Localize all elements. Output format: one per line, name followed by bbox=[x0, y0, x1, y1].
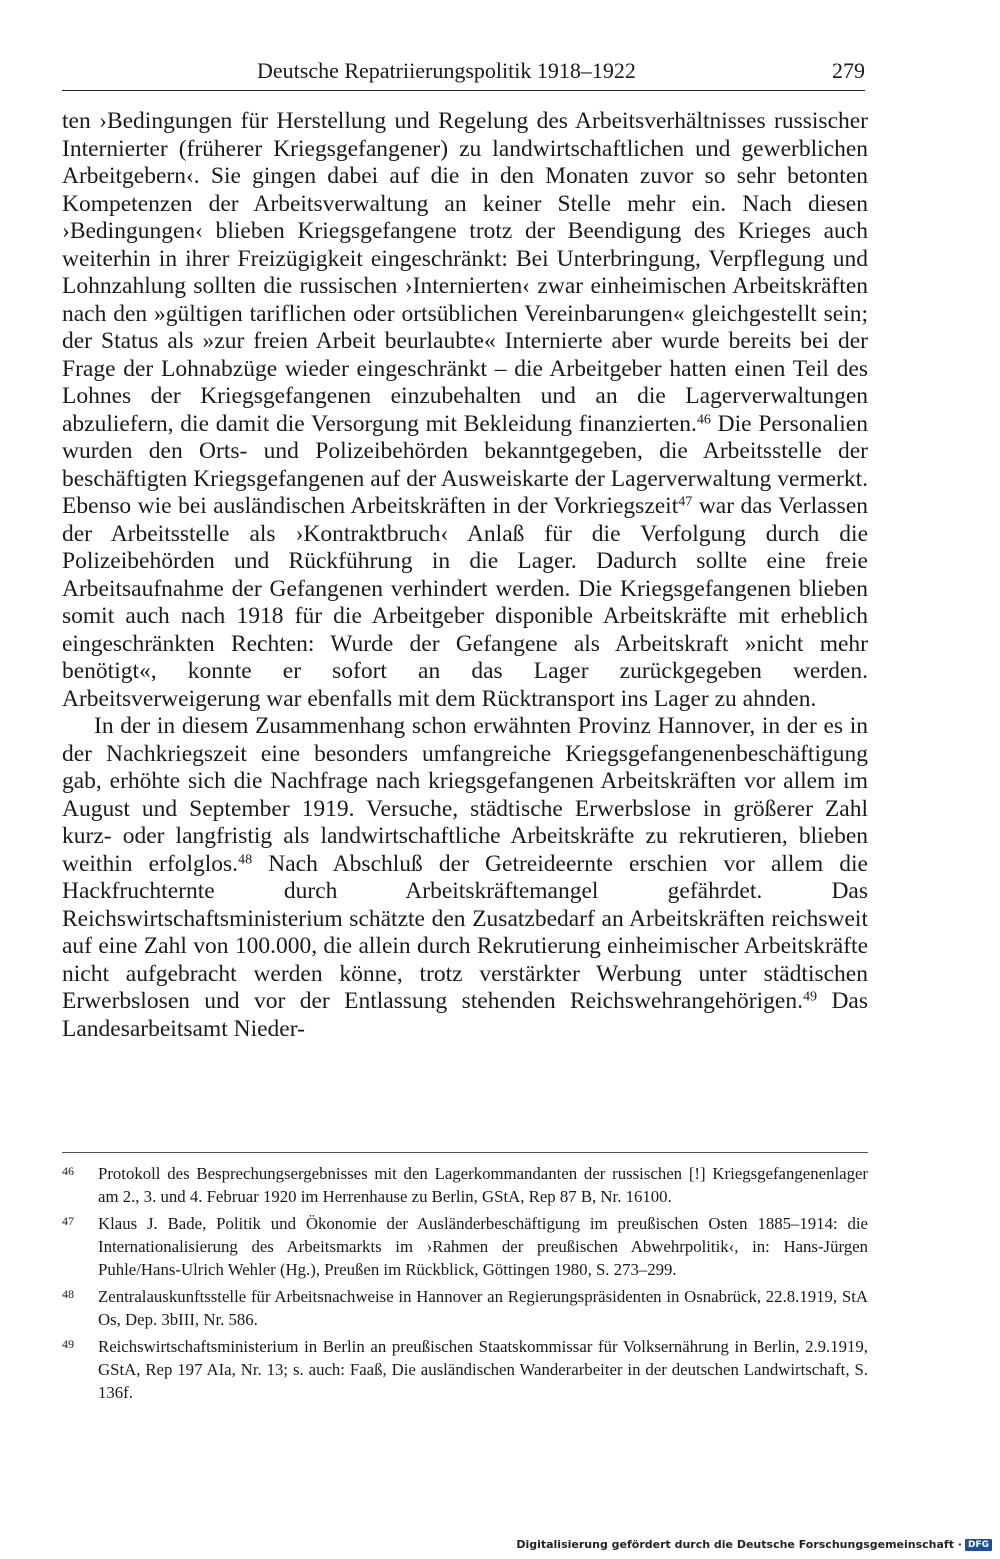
digitization-credit bbox=[516, 1538, 992, 1551]
text-run: Nach Abschluß der Getreideernte erschien vor allem die Hackfruchternte durch Arbeitskräftemangel gefährdet. Das Reichswirtschaftsministerium schätzte den Zusatzbedarf an Arbeitskräften reichsweit auf eine Zahl von 100.000, die allein durch Rekrutierung einheimischer Arbeitskräfte nicht aufgebracht werden könne, trotz verstärkter Werbung unter städtischen Erwerbslosen und vor der Entlassung stehenden Reichswehrangehörigen. bbox=[62, 850, 868, 1014]
running-title: Deutsche Repatriierungspolitik 1918–1922 bbox=[257, 58, 636, 83]
footnote-ref-49[interactable]: 49 bbox=[802, 988, 818, 1005]
running-header bbox=[62, 56, 865, 91]
paragraph-1 bbox=[62, 108, 868, 713]
footnote-text: Zentralauskunftsstelle für Arbeitsnachweise in Hannover an Regierungspräsidenten in Osnabrück, 22.8.1919, StA Os, Dep. 3bIII, Nr. 586. bbox=[98, 1287, 868, 1329]
footnote-ref-48[interactable]: 48 bbox=[238, 850, 253, 867]
text-run: In der in diesem Zusammenhang schon erwähnten Provinz Hannover, in der es in der Nachkriegszeit eine besonders umfangreiche Kriegsgefangenenbeschäftigung gab, erhöhte sich die Nachfrage nach kriegsgefangenen Arbeitskräften vor allem im August und September 1919. Versuche, städtische Erwerbslose in größerer Zahl kurz- oder langfristig als landwirtschaftliche Arbeitskräfte zu rekrutieren, blieben weithin erfolglos. bbox=[62, 713, 868, 877]
footnote-ref-46[interactable]: 46 bbox=[696, 410, 711, 427]
footnote-text: Klaus J. Bade, Politik und Ökonomie der Ausländerbeschäftigung im preußischen Osten 1885–1914: die Internationalisierung des Arbeitsmarkts im ›Rahmen der preußischen Abwehrpolitik‹, in: Hans-Jürgen Puhle/Hans-Ulrich Wehler (Hg.), Preußen im Rückblick, Göttingen 1980, S. 273–299. bbox=[98, 1214, 868, 1279]
text-run: Die Personalien wurden den Orts- und Polizeibehörden bekanntgegeben, die Arbeitsstelle der beschäftigten Kriegsgefangenen auf der Ausweiskarte der Lagerverwaltung vermerkt. Ebenso wie bei ausländischen Arbeitskräften in der Vorkriegszeit bbox=[62, 410, 868, 519]
footnote-ref-47[interactable]: 47 bbox=[678, 493, 693, 510]
main-text bbox=[62, 108, 868, 1043]
footnote-49 bbox=[62, 1335, 868, 1404]
footnote-divider bbox=[62, 1152, 868, 1153]
page-number: 279 bbox=[832, 58, 865, 83]
footnote-48 bbox=[62, 1285, 868, 1331]
footnote-number: 47 bbox=[62, 1214, 74, 1228]
footnote-number: 48 bbox=[62, 1287, 74, 1301]
footnote-text: Protokoll des Besprechungsergebnisses mit den Lagerkommandanten der russischen [!] Kriegsgefangenenlager am 2., 3. und 4. Februar 1920 im Herrenhause zu Berlin, GStA, Rep 87 B, Nr. 16100. bbox=[98, 1164, 868, 1206]
footnote-number: 49 bbox=[62, 1337, 74, 1351]
footnote-number: 46 bbox=[62, 1164, 74, 1178]
footnote-text: Reichswirtschaftsministerium in Berlin an preußischen Staatskommissar für Volksernährung in Berlin, 2.9.1919, GStA, Rep 197 AIa, Nr. 13; s. auch: Faaß, Die ausländischen Wanderarbeiter in der deutschen Landwirtschaft, S. 136f. bbox=[98, 1337, 868, 1402]
footnotes bbox=[62, 1162, 868, 1408]
dfg-logo-icon: DFG bbox=[965, 1539, 992, 1551]
text-run: war das Verlassen der Arbeitsstelle als ›Kontraktbruch‹ Anlaß für die Verfolgung durch die Polizeibehörden und Rückführung in die Lager. Dadurch sollte eine freie Arbeitsaufnahme der Gefangenen verhindert werden. Die Kriegsgefangenen blieben somit auch nach 1918 für die Arbeitgeber disponible Arbeitskräfte mit erheblich eingeschränkten Rechten: Wurde der Gefangene als Arbeitskraft »nicht mehr benötigt«, konnte er sofort an das Lager zurückgegeben werden. Arbeitsverweigerung war ebenfalls mit dem Rücktransport ins Lager zu ahnden. bbox=[62, 493, 869, 712]
text-run: ten ›Bedingungen für Herstellung und Regelung des Arbeitsverhältnisses russischer Internierter (früherer Kriegsgefangener) zu landwirtschaftlichen und gewerblichen Arbeitgebern‹. Sie gingen dabei auf die in den Monaten zuvor so sehr betonten Kompetenzen der Arbeitsverwaltung an keiner Stelle mehr ein. Nach diesen ›Bedingungen‹ blieben Kriegsgefangene trotz der Beendigung des Krieges auch weiterhin in ihrer Freizügigkeit eingeschränkt: Bei Unterbringung, Verpflegung und Lohnzahlung sollten die russischen ›Internierten‹ zwar einheimischen Arbeitskräften nach den »gültigen tariflichen oder ortsüblichen Vereinbarungen« gleichgestellt sein; der Status als »zur freien Arbeit beurlaubte« Internierte aber wurde bereits bei der Frage der Lohnabzüge wieder eingeschränkt – die Arbeitgeber hatten einen Teil des Lohnes der Kriegsgefangenen einzubehalten und an die Lagerverwaltungen abzuliefern, die damit die Versorgung mit Bekleidung finanzierten. bbox=[62, 108, 868, 437]
digitization-credit-text: Digitalisierung gefördert durch die Deutsche Forschungsgemeinschaft · bbox=[516, 1538, 962, 1551]
text-run: Das Landesarbeitsamt Nieder- bbox=[62, 988, 869, 1042]
footnote-47 bbox=[62, 1212, 868, 1281]
footnote-46 bbox=[62, 1162, 868, 1208]
paragraph-2 bbox=[62, 713, 868, 1043]
